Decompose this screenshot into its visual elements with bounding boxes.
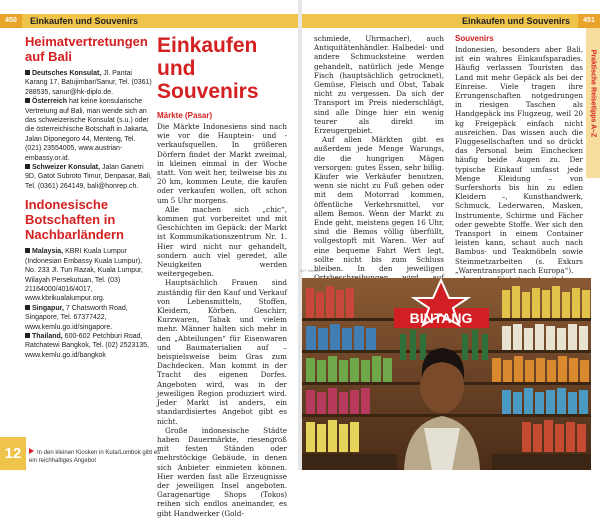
souvenirs-text — [455, 45, 583, 303]
photo-credit: 427 foto-ib — [300, 268, 319, 273]
paragraph: Indonesien, besonders aber Bali, ist ein wahres Einkaufsparadies. Häufig verlassen Touristen das Land mit mehr Gepäck als bei der Einreise. Viele tragen ihre Errungenschaften notgedrungen in riesigen Taschen als Handgepäck ins Flugzeug, weil 20 kg Freigepäck einfach nicht ausreichen. Das wissen auch die Fluggesellschaften und so drückt das Personal beim Einchecken häufig beide Augen zu. Der typische Einkauf umfasst jede Menge Kleidung – von Surfershorts bis hin zu edlen Kleidern –, Kunsthandwerk, Schmuck, Lederwaren, Masken, Instrumente, Schirme und Fächer oder gewebte Stoffe. Wer sich den Transport in einem Container leisten kann, schaut auch nach Bambus- und Teakmöbeln sowie Steinmetzarbeiten (s. Exkurs „Warentransport nach Europa“). — [455, 45, 583, 275]
maerkte-subheading: Märkte (Pasar) — [157, 111, 213, 120]
right-running-title: Einkaufen und Souvenirs — [461, 16, 570, 26]
square-bullet-icon — [25, 248, 30, 253]
square-bullet-icon — [25, 164, 30, 169]
souvenirs-heading: Souvenirs — [455, 34, 494, 43]
paragraph: Große indonesische Städte haben Dauermärkte, riesengroß mit festen Ständen oder mehrstöckige Gebäude, in denen sich Anbieter einmieten können. Hier werden fast alle Erzeugnisse der jeweiligen Insel angeboten. Garagenartige Shops (Tokos) reihen sich endlos aneinander, es gibt Handwerker (Gold- — [157, 425, 287, 518]
paragraph: Die Märkte Indonesiens sind nach wie vor die Hauptein- und -verkaufsquellen. In größeren Dörfern findet der Markt zweimal, in kleinen einmal in der Woche statt. Von weit her, teilweise bis zu 20 km, kommen Leute, die kaufen oder verkaufen wollen, oft schon um 5 Uhr morgens. — [157, 122, 287, 205]
paragraph: Auf allen Märkten gibt es außerdem jede Menge Warungs, die die hungrigen Mägen versorgen: gutes Essen, sehr billig. Käufer wie Verkäufer benutzen, wenn sie nicht zu Fuß gehen oder mit dem Motorrad kommen, öffentliche Verkehrsmittel, vor allem Bemos. Wenn der Markt zu Ende geht, meistens gegen 16 Uhr, sind die Bemos völlig überfüllt, vollgestopft mit Waren. Wer auf eine bequeme Fahrt Wert legt, sollte nicht bis zum Schluss bleiben. In den jeweiligen — [314, 135, 444, 274]
main-column — [157, 34, 287, 518]
paragraph: Hauptsächlich Frauen sind zuständig für den Kauf und Verkauf von Lebensmitteln, Stoffen, Kleidern, Körben, Geschirr, Kurzwaren, Tabak und vielem mehr. Männer halten sich mehr in den „Abteilungen“ für Eisenwaren und Baumaterialien auf – beispielsweise beim Gras zum Dachdecken. Man kommt in der Tracht des eigenen Dorfes. Angeboten wird, was in der jeweiligen Region produziert wird. Jeder Markt ist anders, ein standardisiertes Angebot gibt es nicht. — [157, 278, 287, 426]
square-bullet-icon — [25, 305, 30, 310]
heimat-entry: Deutsches Konsulat, Jl. Pantai Karang 17, Batujimbar/Sanur, Tel. (0361) 288535, sanur@hk-diplo.de. — [25, 70, 152, 96]
left-header-bar — [0, 14, 298, 28]
heimat-list — [25, 69, 153, 191]
maerkte-text — [157, 122, 287, 518]
paragraph: schmiede, Uhrmacher), auch Antiquitätenhändler. Halbedel- und andere Schmucksteine werden gehandelt, natürlich jede Menge Fisch (hauptsächlich getrocknet), Gemüse, Fleisch und Obst, Tabak nicht zu vergessen. Da sich der Transport im Preis niederschlägt, sind alle Dinge hier ein wenig teurer als direkt im Erzeugergebiet. — [314, 34, 444, 136]
indo-list — [25, 247, 153, 360]
caption-arrow-icon — [29, 448, 34, 454]
markets-continued-column — [314, 34, 444, 301]
side-tab-label: Praktische Reisetipps A–Z — [589, 49, 597, 138]
kiosk-illustration — [302, 278, 591, 470]
section-side-tab — [586, 28, 600, 178]
heimat-entry: Österreich hat keine konsularische Vertretung auf Bali, man wende sich an das schweizerische Konsulat (s.u.) oder die österreichische Botschaft in Jakarta, Jalan Diponegoro 44, Menteng, Tel. (021) 23554005, www.austrian-embassy.or.id. — [25, 98, 149, 162]
right-header-bar — [302, 14, 600, 28]
left-page-number: 450 — [0, 14, 22, 28]
consulates-column — [25, 34, 153, 360]
left-running-title: Einkaufen und Souvenirs — [30, 16, 139, 26]
photo-caption: In den kleinen Kiosken in Kuta/Lombok gibt es ein reichhaltiges Angebot — [29, 450, 161, 464]
kiosk-photo — [302, 278, 591, 470]
chapter-number-box: 12 — [0, 437, 26, 470]
square-bullet-icon — [25, 70, 30, 75]
indo-heading: Indonesische Botschaften in Nachbarländern — [25, 197, 124, 243]
heimat-entry: Schweizer Konsulat, Jalan Ganetri 9D, Gatot Subroto Timur, Denpasar, Bali, Tel. (0361) 264149, bali@honrep.ch. — [25, 164, 152, 190]
paragraph: Alle machen sich „chic“, kommen gut vorbereitet und mit Geschichten im Gepäck: der Markt ist Kommunikationszentrum Nr. 1. Hier wird nicht nur gehandelt, sondern auch viel geredet, alle Neuigkeiten werden weitergegeben. — [157, 204, 287, 279]
indo-entry: Thailand, 600-602 Petchburi Road, Ratchatewi Bangkok, Tel. (02) 2523135, www.kemlu.go.id/bangkok — [25, 332, 150, 359]
indo-entry: Singapur, 7 Chatsworth Road, Singapore, Tel. 67377422, www.kemlu.go.id/singapore. — [25, 304, 128, 331]
bintang-sign-text: BINTANG — [409, 310, 473, 326]
square-bullet-icon — [25, 98, 30, 103]
right-page-number: 451 — [578, 14, 600, 28]
heimat-heading: Heimatvertretungen auf Bali — [25, 34, 148, 64]
souvenirs-column — [455, 34, 583, 303]
square-bullet-icon — [25, 333, 30, 338]
chapter-title: Einkaufen und Souvenirs — [157, 34, 259, 103]
indo-entry: Malaysia, KBRI Kuala Lumpur (Indonesian Embassy Kuala Lumpur), No. 233 Jl. Tun Razak, Kuala Lumpur, Wilayah Persekutuan, Tel. (03) 21164000/4016/4017, www.kbrikualalumpur.org. — [25, 248, 143, 303]
